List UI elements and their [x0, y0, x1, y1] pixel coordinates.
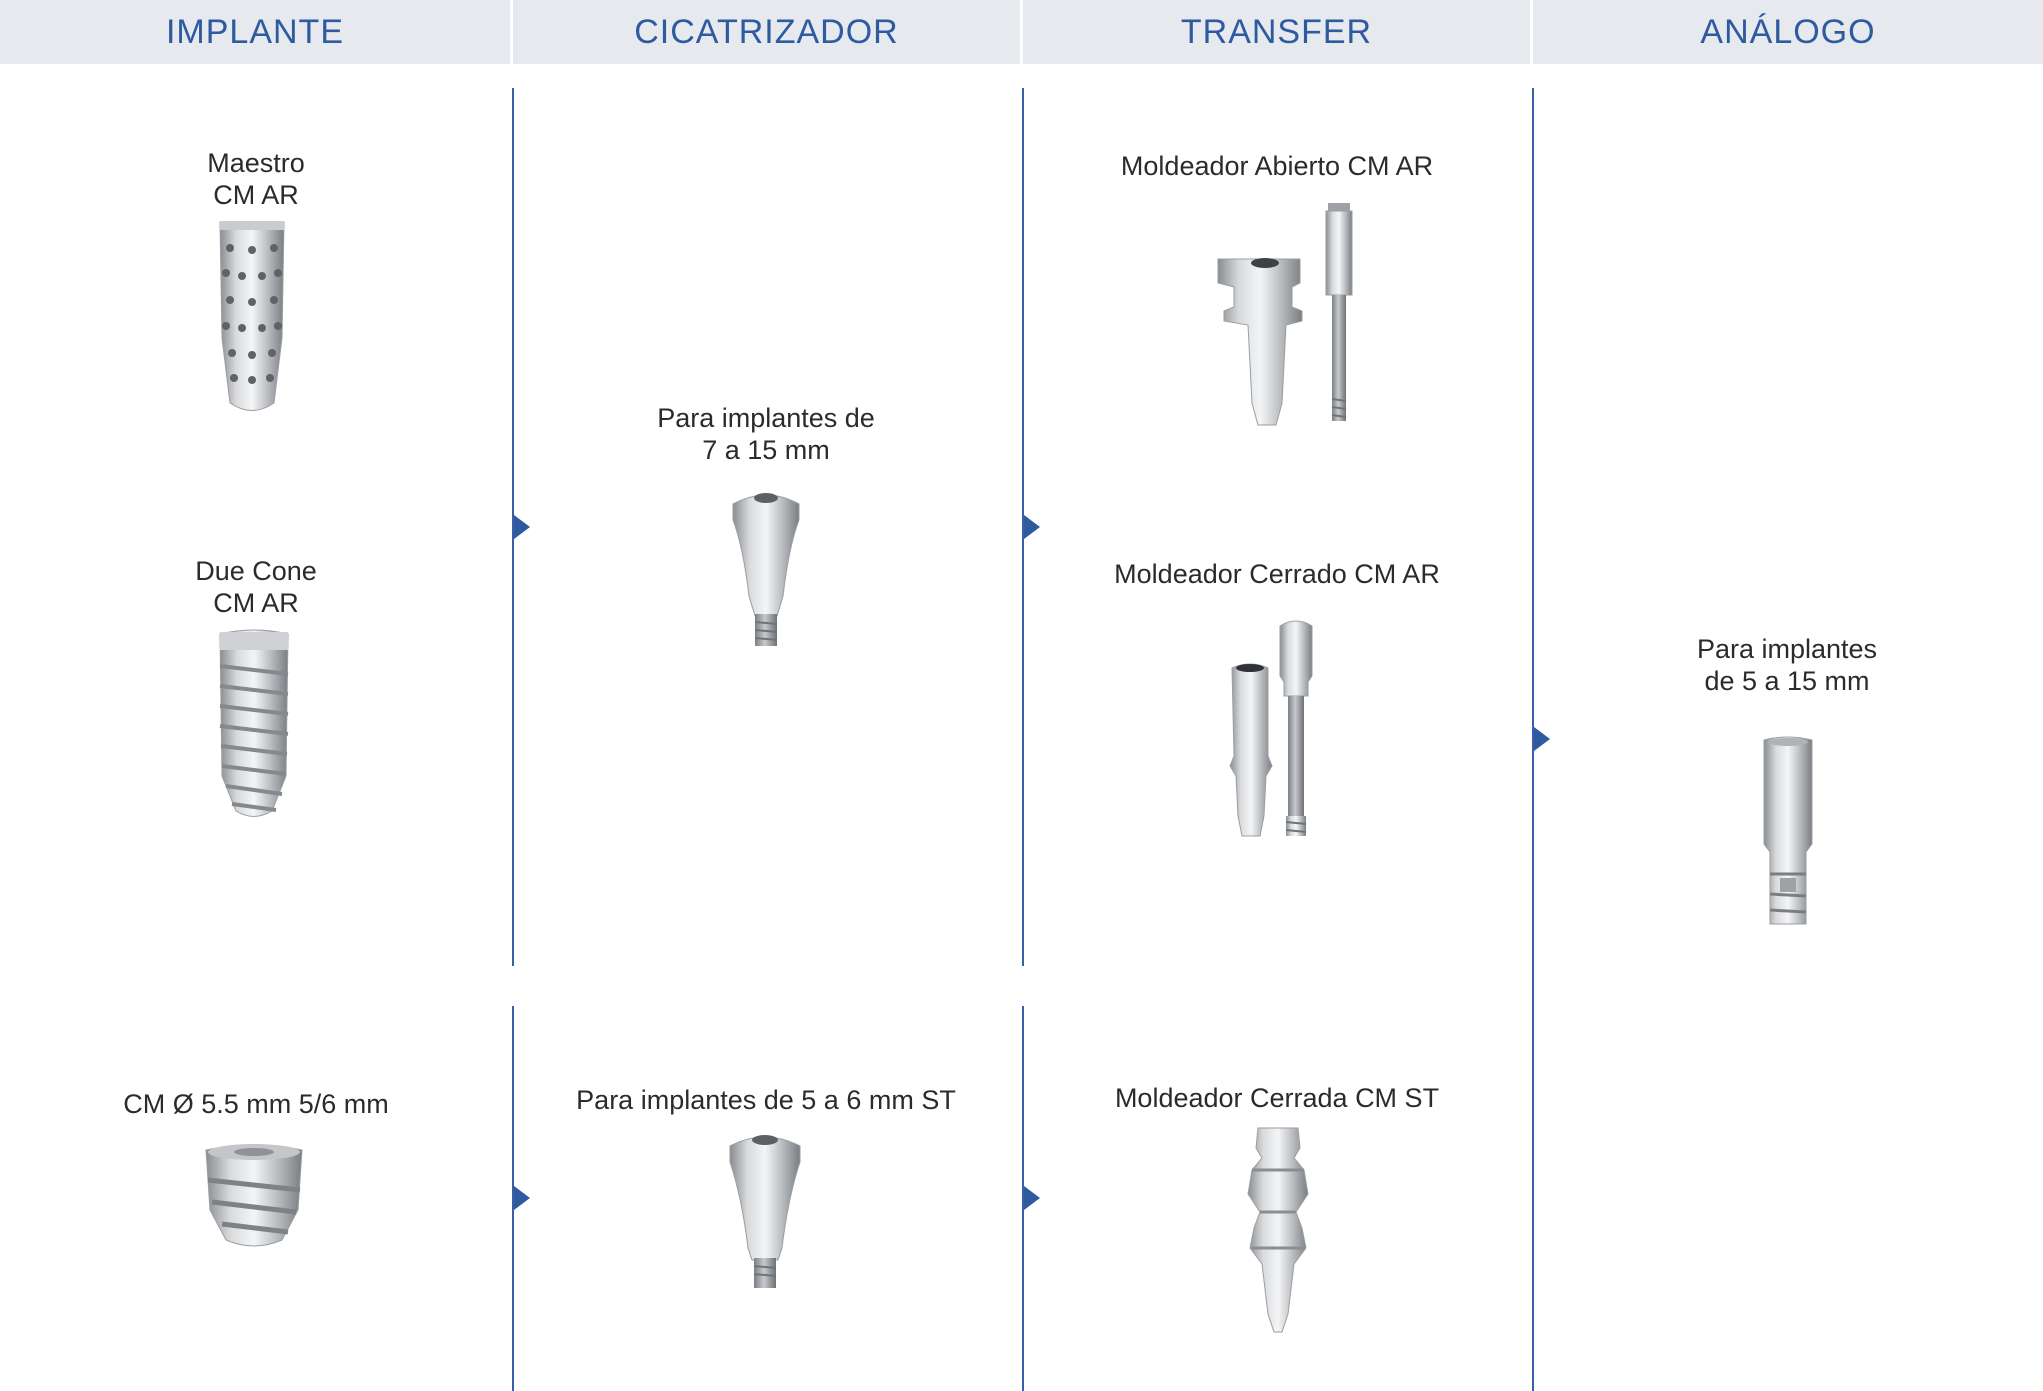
label-cicatrizador-ar: Para implantes de 7 a 15 mm — [657, 403, 875, 465]
header-analogo: ANÁLOGO — [1533, 0, 2043, 64]
analogo-image — [1758, 734, 1818, 928]
arrow-right-icon — [514, 515, 530, 539]
header-implante: IMPLANTE — [0, 0, 510, 64]
label-cm-5-5: CM Ø 5.5 mm 5/6 mm — [123, 1089, 389, 1119]
arrow-right-icon — [1024, 515, 1040, 539]
label-moldeador-cerrada-st: Moldeador Cerrada CM ST — [1114, 1083, 1440, 1113]
label-due-cone: Due Cone CM AR — [195, 556, 317, 618]
label-moldeador-cerrado: Moldeador Cerrado CM AR — [1114, 559, 1440, 589]
label-moldeador-abierto: Moldeador Abierto CM AR — [1120, 151, 1434, 181]
cicatrizador-ar-image — [727, 486, 805, 650]
label-maestro: Maestro CM AR — [207, 148, 305, 210]
arrow-right-icon — [1534, 727, 1550, 751]
moldeador-cerrada-st-image — [1238, 1124, 1318, 1334]
label-analogo: Para implantes de 5 a 15 mm — [1696, 634, 1878, 696]
due-cone-implant-image — [214, 626, 294, 822]
moldeador-abierto-image — [1210, 203, 1360, 431]
header-cicatrizador: CICATRIZADOR — [513, 0, 1020, 64]
cm-5-5-implant-image — [202, 1140, 306, 1252]
maestro-implant-image — [212, 218, 292, 418]
header-transfer: TRANSFER — [1023, 0, 1530, 64]
moldeador-cerrado-image — [1228, 616, 1346, 842]
cicatrizador-st-image — [724, 1128, 806, 1290]
arrow-right-icon — [514, 1186, 530, 1210]
arrow-right-icon — [1024, 1186, 1040, 1210]
label-cicatrizador-st: Para implantes de 5 a 6 mm ST — [576, 1085, 956, 1115]
